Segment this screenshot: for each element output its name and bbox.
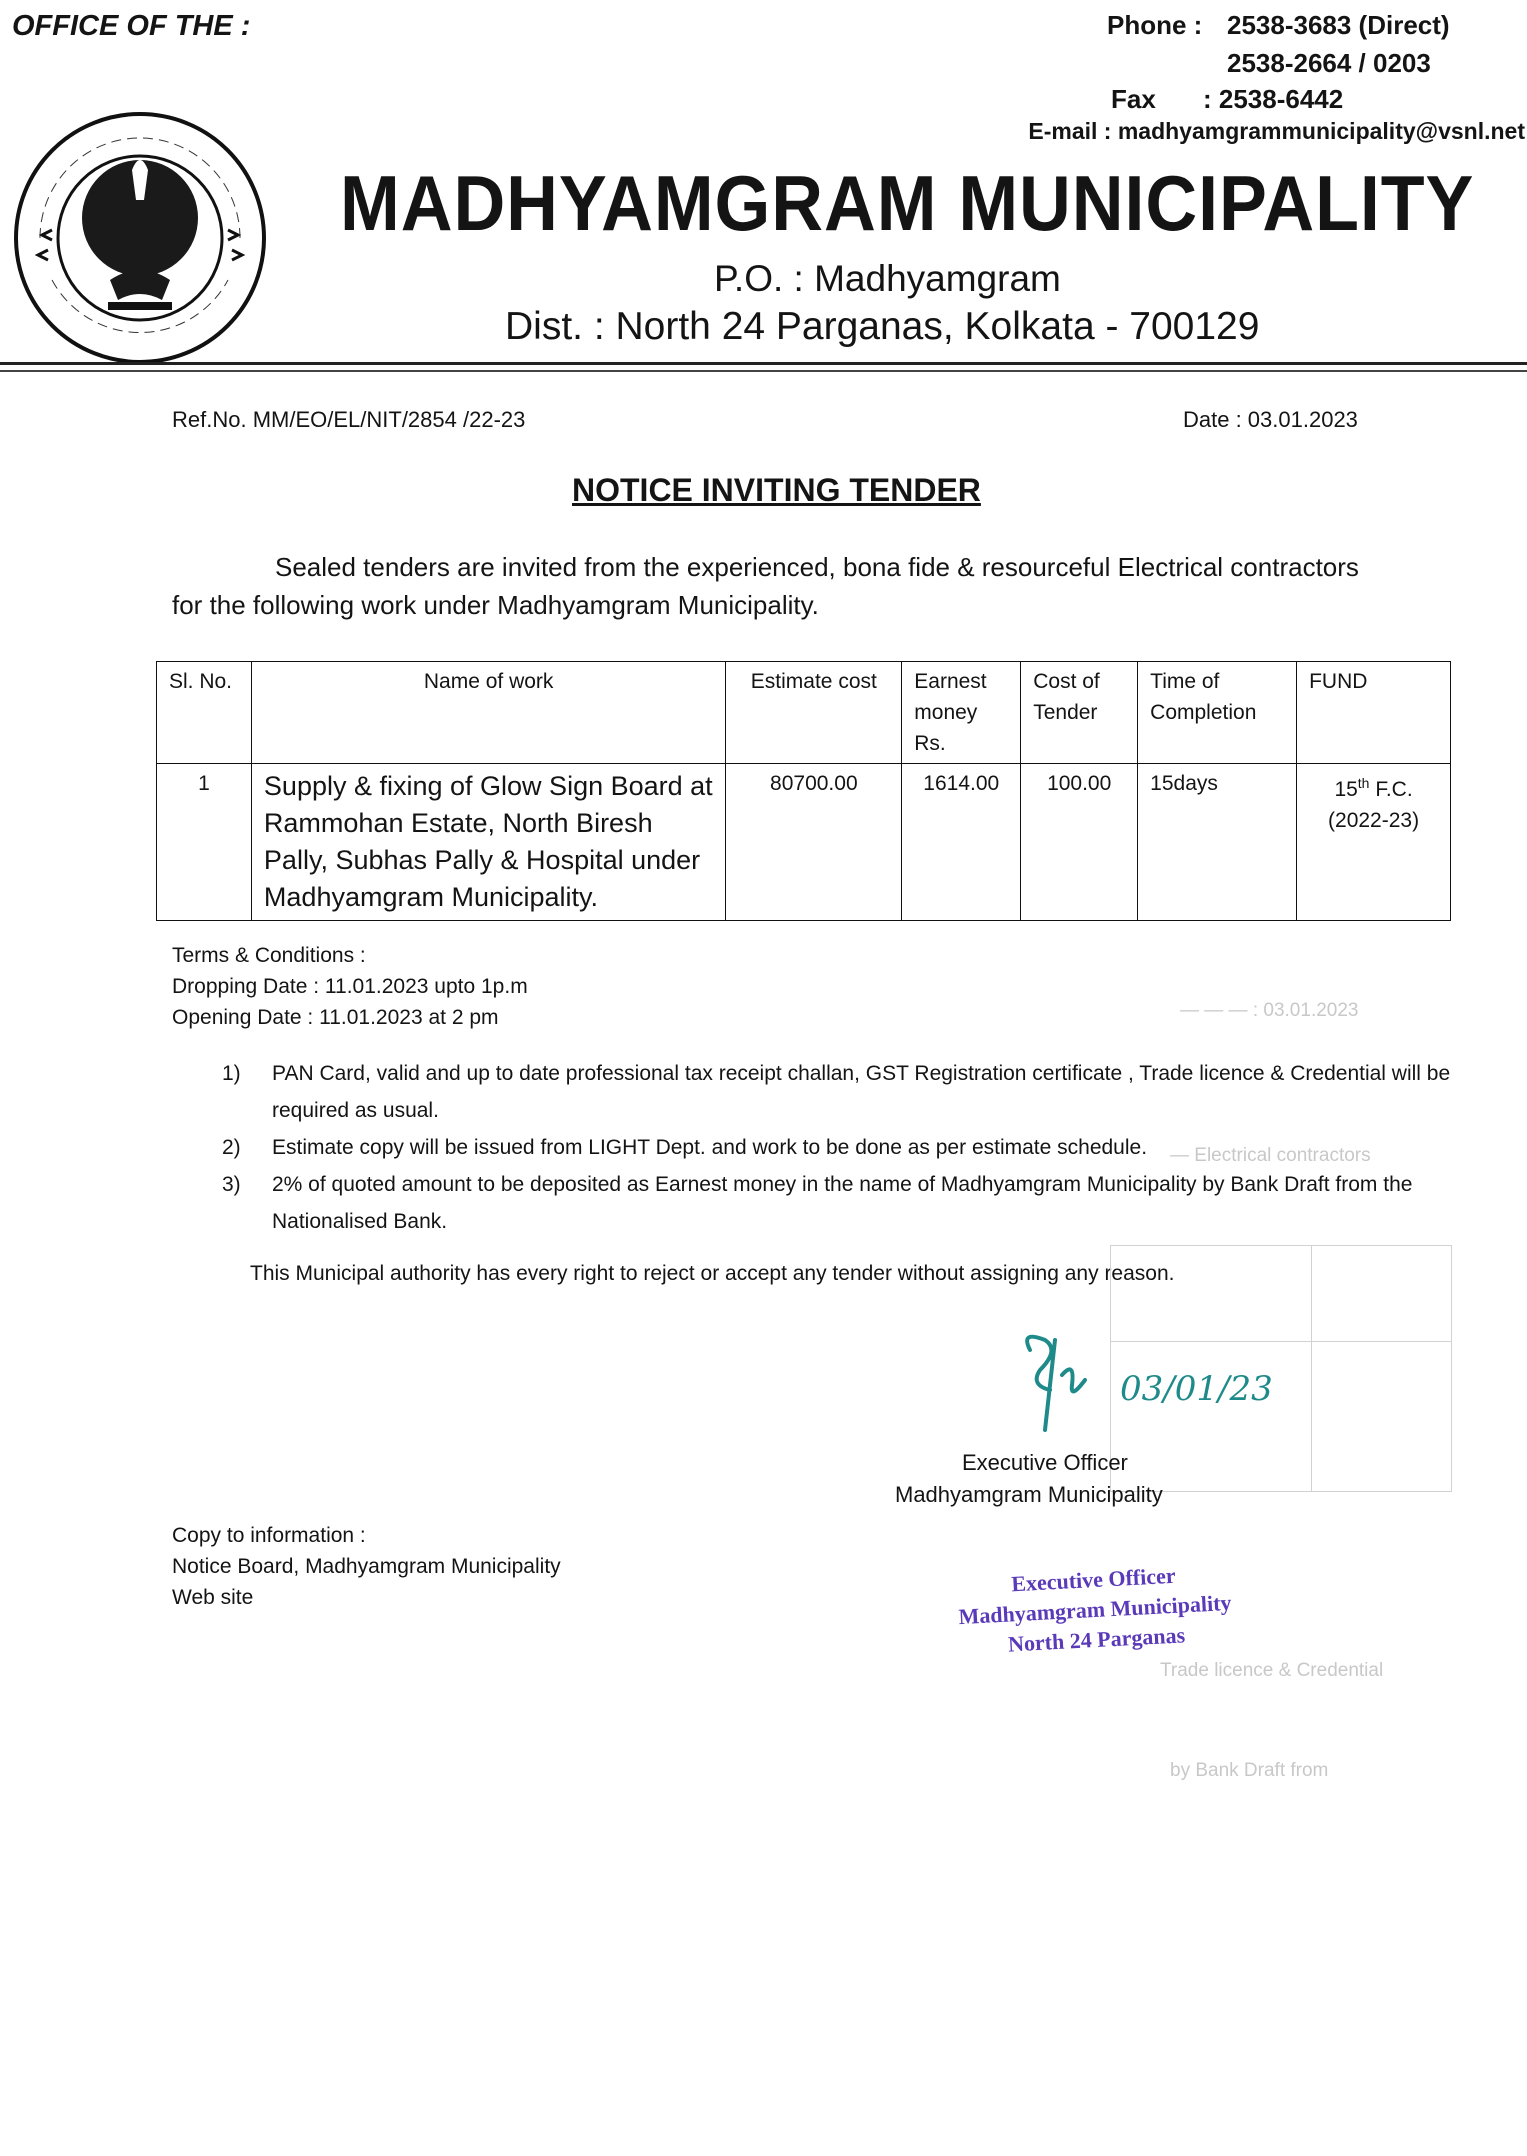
phone-label: Phone : — [1107, 10, 1203, 40]
cell-earnest-money: 1614.00 — [902, 764, 1021, 921]
notice-heading: NOTICE INVITING TENDER — [572, 472, 981, 508]
header-rule-secondary — [0, 370, 1527, 372]
header-estimate-cost: Estimate cost — [726, 662, 902, 764]
signatory-title: Executive Officer — [962, 1450, 1128, 1475]
bleed-through-text: — — — : 03.01.2023 — [1180, 1000, 1359, 1021]
disclaimer: This Municipal authority has every right to reject or accept any tender without assigning any reason. — [250, 1262, 1175, 1285]
cell-name-of-work: Supply & fixing of Glow Sign Board at Rammohan Estate, North Biresh Pally, Subhas Pally & Hospital under Madhyamgram Municipality. — [251, 764, 725, 921]
header-sl-no: Sl. No. — [157, 662, 252, 764]
condition-text: Estimate copy will be issued from LIGHT Dept. and work to be done as per estimate schedule. — [272, 1136, 1148, 1159]
official-stamp — [938, 1557, 1252, 1663]
office-label: OFFICE OF THE : — [12, 10, 251, 42]
fund-suffix: F.C. — [1369, 778, 1413, 801]
fund-number: 15 — [1334, 778, 1358, 801]
copy-to-item: Notice Board, Madhyamgram Municipality — [172, 1555, 561, 1578]
terms-block — [172, 940, 528, 1033]
signature-date: 03/01/23 — [1120, 1369, 1273, 1409]
bleed-through-text: — Electrical contractors — [1170, 1145, 1371, 1166]
header-name-of-work: Name of work — [251, 662, 725, 764]
copy-to-block — [172, 1520, 561, 1613]
cell-estimate-cost: 80700.00 — [726, 764, 902, 921]
condition-number: 1) — [222, 1062, 241, 1085]
copy-to-heading: Copy to information : — [172, 1524, 366, 1547]
fund-year: (2022-23) — [1328, 809, 1420, 832]
phone-direct: 2538-3683 (Direct) — [1227, 10, 1450, 40]
signatory-organisation: Madhyamgram Municipality — [895, 1482, 1163, 1507]
header-fund: FUND — [1297, 662, 1451, 764]
stamp-line: North 24 Parganas — [1007, 1622, 1186, 1657]
fax-value: : 2538-6442 — [1203, 84, 1344, 114]
list-item — [172, 1055, 1492, 1129]
copy-to-item: Web site — [172, 1586, 254, 1609]
header-rule — [0, 362, 1527, 365]
header-time-of-completion: Time of Completion — [1138, 662, 1297, 764]
condition-text: 2% of quoted amount to be deposited as Earnest money in the name of Madhyamgram Municipality by Bank Draft from the Nationalised Bank. — [272, 1173, 1413, 1233]
handwritten-signature — [1000, 1320, 1300, 1470]
fund-superscript: th — [1357, 775, 1370, 791]
stamp-line: Executive Officer — [1010, 1562, 1177, 1597]
condition-text: PAN Card, valid and up to date professional tax receipt challan, GST Registration certificate , Trade licence & Credential will be required as usual. — [272, 1062, 1451, 1122]
intro-line-2: for the following work under Madhyamgram Municipality. — [172, 590, 819, 620]
table-row — [157, 764, 1451, 921]
conditions-list — [172, 1055, 1492, 1240]
phone-other: 2538-2664 / 0203 — [1227, 48, 1431, 78]
list-item — [172, 1129, 1492, 1166]
condition-number: 2) — [222, 1136, 241, 1159]
cell-time-of-completion: 15days — [1138, 764, 1297, 921]
fax-label: Fax — [1111, 84, 1156, 114]
notice-date: Date : 03.01.2023 — [1183, 407, 1358, 432]
opening-date: Opening Date : 11.01.2023 at 2 pm — [172, 1006, 499, 1029]
cell-sl-no: 1 — [157, 764, 252, 921]
municipality-name: MADHYAMGRAM MUNICIPALITY — [340, 159, 1475, 247]
list-item — [172, 1166, 1492, 1240]
dropping-date: Dropping Date : 11.01.2023 upto 1p.m — [172, 975, 528, 998]
cell-cost-of-tender: 100.00 — [1021, 764, 1138, 921]
condition-number: 3) — [222, 1173, 241, 1196]
bleed-through-text: by Bank Draft from — [1170, 1760, 1329, 1781]
terms-heading: Terms & Conditions : — [172, 944, 366, 967]
email-line: E-mail : madhyamgrammunicipality@vsnl.net — [1028, 118, 1525, 144]
cell-fund — [1297, 764, 1451, 921]
po-line: P.O. : Madhyamgram — [714, 258, 1061, 299]
header-earnest-money: Earnest money Rs. — [902, 662, 1021, 764]
tender-table — [156, 661, 1451, 921]
header-cost-of-tender: Cost of Tender — [1021, 662, 1138, 764]
stamp-line: Madhyamgram Municipality — [957, 1589, 1233, 1630]
district-line: Dist. : North 24 Parganas, Kolkata - 700129 — [505, 305, 1260, 348]
reference-number: Ref.No. MM/EO/EL/NIT/2854 /22-23 — [172, 407, 526, 432]
intro-line-1: Sealed tenders are invited from the experienced, bona fide & resourceful Electrical contractors — [275, 552, 1359, 582]
bleed-through-text: Trade licence & Credential — [1160, 1660, 1384, 1681]
table-header-row — [157, 662, 1451, 764]
municipality-seal-logo — [12, 110, 268, 366]
